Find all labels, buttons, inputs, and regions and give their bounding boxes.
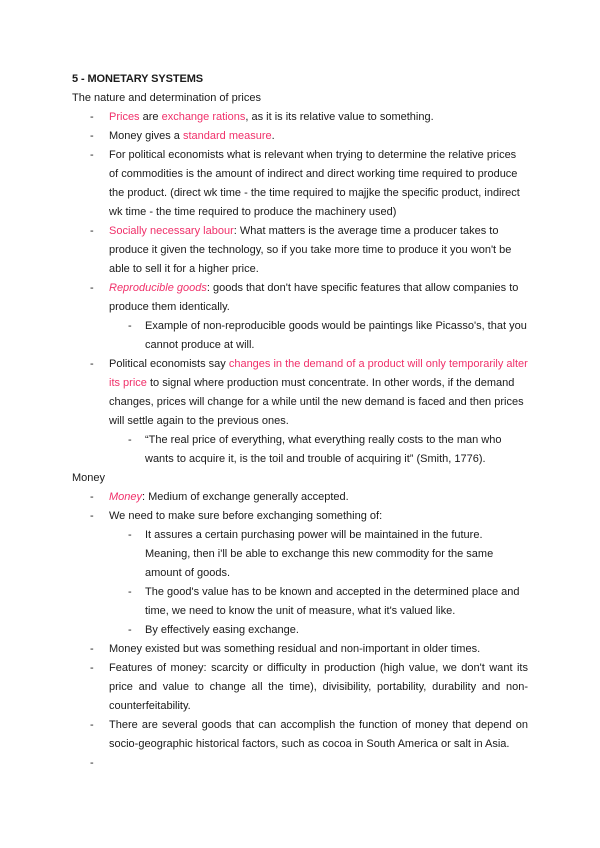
- document-heading: 5 - MONETARY SYSTEMS: [72, 73, 204, 85]
- bullet-dash-icon: -: [90, 149, 94, 161]
- highlighted-term: Money: [109, 491, 143, 503]
- list-item-text: [109, 358, 528, 427]
- list-item-text: [145, 586, 520, 617]
- bullet-dash-icon: -: [90, 130, 94, 142]
- bullet-dash-icon: -: [128, 434, 132, 446]
- bullet-dash-icon: -: [90, 643, 94, 655]
- text-run: : goods that don't have specific features that allow companies to produce them identically.: [109, 282, 519, 313]
- bullet-dash-icon: -: [90, 225, 94, 237]
- highlighted-term: exchange rations: [161, 111, 246, 123]
- list-item: [72, 754, 528, 773]
- section-list-money: [72, 488, 528, 773]
- highlighted-term: Reproducible goods: [109, 282, 207, 294]
- list-item-text: [109, 282, 518, 313]
- list-item: [72, 431, 528, 469]
- list-item: [72, 279, 528, 317]
- bullet-dash-icon: -: [90, 662, 94, 674]
- list-item: [72, 317, 528, 355]
- bullet-dash-icon: -: [90, 491, 94, 503]
- list-item: [72, 108, 528, 127]
- text-run: By effectively easing exchange.: [145, 624, 299, 636]
- bullet-dash-icon: -: [128, 320, 132, 332]
- text-run: Features of money: scarcity or difficulty in production (high value, we don't want its price and value to change all the time), divisibility, portability, durability and non-counterfeitability.: [109, 662, 528, 712]
- highlighted-term: changes in the demand of a product will only temporarily alter its price: [109, 358, 528, 389]
- list-item: [72, 488, 528, 507]
- list-item-text: [109, 510, 382, 522]
- list-item-text: [145, 434, 501, 465]
- text-run: “The real price of everything, what everything really costs to the man who wants to acquire it, is the toil and trouble of acquiring it” (Smith, 1776).: [145, 434, 502, 465]
- bullet-dash-icon: -: [90, 719, 94, 731]
- section-title-money: Money: [72, 472, 106, 484]
- list-item: [72, 716, 528, 754]
- list-item-text: [109, 643, 480, 655]
- list-item: [72, 355, 528, 431]
- section-title-prices: The nature and determination of prices: [72, 92, 261, 104]
- highlighted-term: Prices: [109, 111, 140, 123]
- list-item-text: [109, 130, 275, 142]
- text-run: We need to make sure before exchanging something of:: [109, 510, 383, 522]
- list-item: [72, 621, 528, 640]
- section-list-prices: [72, 108, 528, 469]
- list-item: [72, 659, 528, 716]
- text-run: There are several goods that can accomplish the function of money that depend on socio-geographic historical factors, such as cocoa in South America or salt in Asia.: [109, 719, 528, 750]
- list-item-text: [109, 149, 520, 218]
- text-run: : What matters is the average time a producer takes to produce it given the technology, so if you take more time to produce it you won't be able to sell it for a higher price.: [109, 225, 512, 275]
- bullet-dash-icon: -: [90, 111, 94, 123]
- list-item: [72, 146, 528, 222]
- text-run: to signal where production must concentrate. In other words, if the demand changes, prices will change for a while until the new demand is faced and then prices will settle again to the previous ones.: [109, 377, 524, 427]
- list-item: [72, 640, 528, 659]
- list-item-text: [145, 529, 493, 579]
- list-item-text: [145, 320, 527, 351]
- list-item-text: [109, 757, 112, 769]
- text-run: Money existed but was something residual and non-important in older times.: [109, 643, 481, 655]
- highlighted-term: Socially necessary labour: [109, 225, 234, 237]
- text-run: , as it is its relative value to something.: [245, 111, 434, 123]
- bullet-dash-icon: -: [128, 529, 132, 541]
- list-item-text: [109, 225, 511, 275]
- text-run: For political economists what is relevant when trying to determine the relative prices of commodities is the amount of indirect and direct working time required to produce the product. (direct wk time - the time required to majjke the specific product, indirect wk time - the time required to produce the machinery used): [109, 149, 520, 218]
- list-item-text: [109, 719, 528, 750]
- bullet-dash-icon: -: [90, 358, 94, 370]
- text-run: : Medium of exchange generally accepted.: [142, 491, 349, 503]
- list-item: [72, 222, 528, 279]
- text-run: It assures a certain purchasing power will be maintained in the future. Meaning, then i'll be able to exchange this new commodity for the same amount of goods.: [145, 529, 494, 579]
- bullet-dash-icon: -: [128, 624, 132, 636]
- bullet-dash-icon: -: [128, 586, 132, 598]
- list-item-text: [145, 624, 299, 636]
- text-run: Money gives a: [109, 130, 183, 142]
- bullet-dash-icon: -: [90, 757, 94, 769]
- list-item: [72, 507, 528, 526]
- text-run: are: [139, 111, 162, 123]
- text-run: Example of non-reproducible goods would be paintings like Picasso's, that you cannot produce at will.: [145, 320, 527, 351]
- list-item: [72, 127, 528, 146]
- list-item-text: [109, 111, 434, 123]
- list-item: [72, 526, 528, 583]
- highlighted-term: standard measure: [182, 130, 272, 142]
- document-body: [72, 70, 528, 773]
- list-item: [72, 583, 528, 621]
- text-run: The good's value has to be known and accepted in the determined place and time, we need to know the unit of measure, what it's valued like.: [145, 586, 520, 617]
- list-item-text: [109, 491, 349, 503]
- bullet-dash-icon: -: [90, 510, 94, 522]
- text-run: Political economists say: [109, 358, 229, 370]
- text-run: .: [271, 130, 275, 142]
- list-item-text: [109, 662, 528, 712]
- bullet-dash-icon: -: [90, 282, 94, 294]
